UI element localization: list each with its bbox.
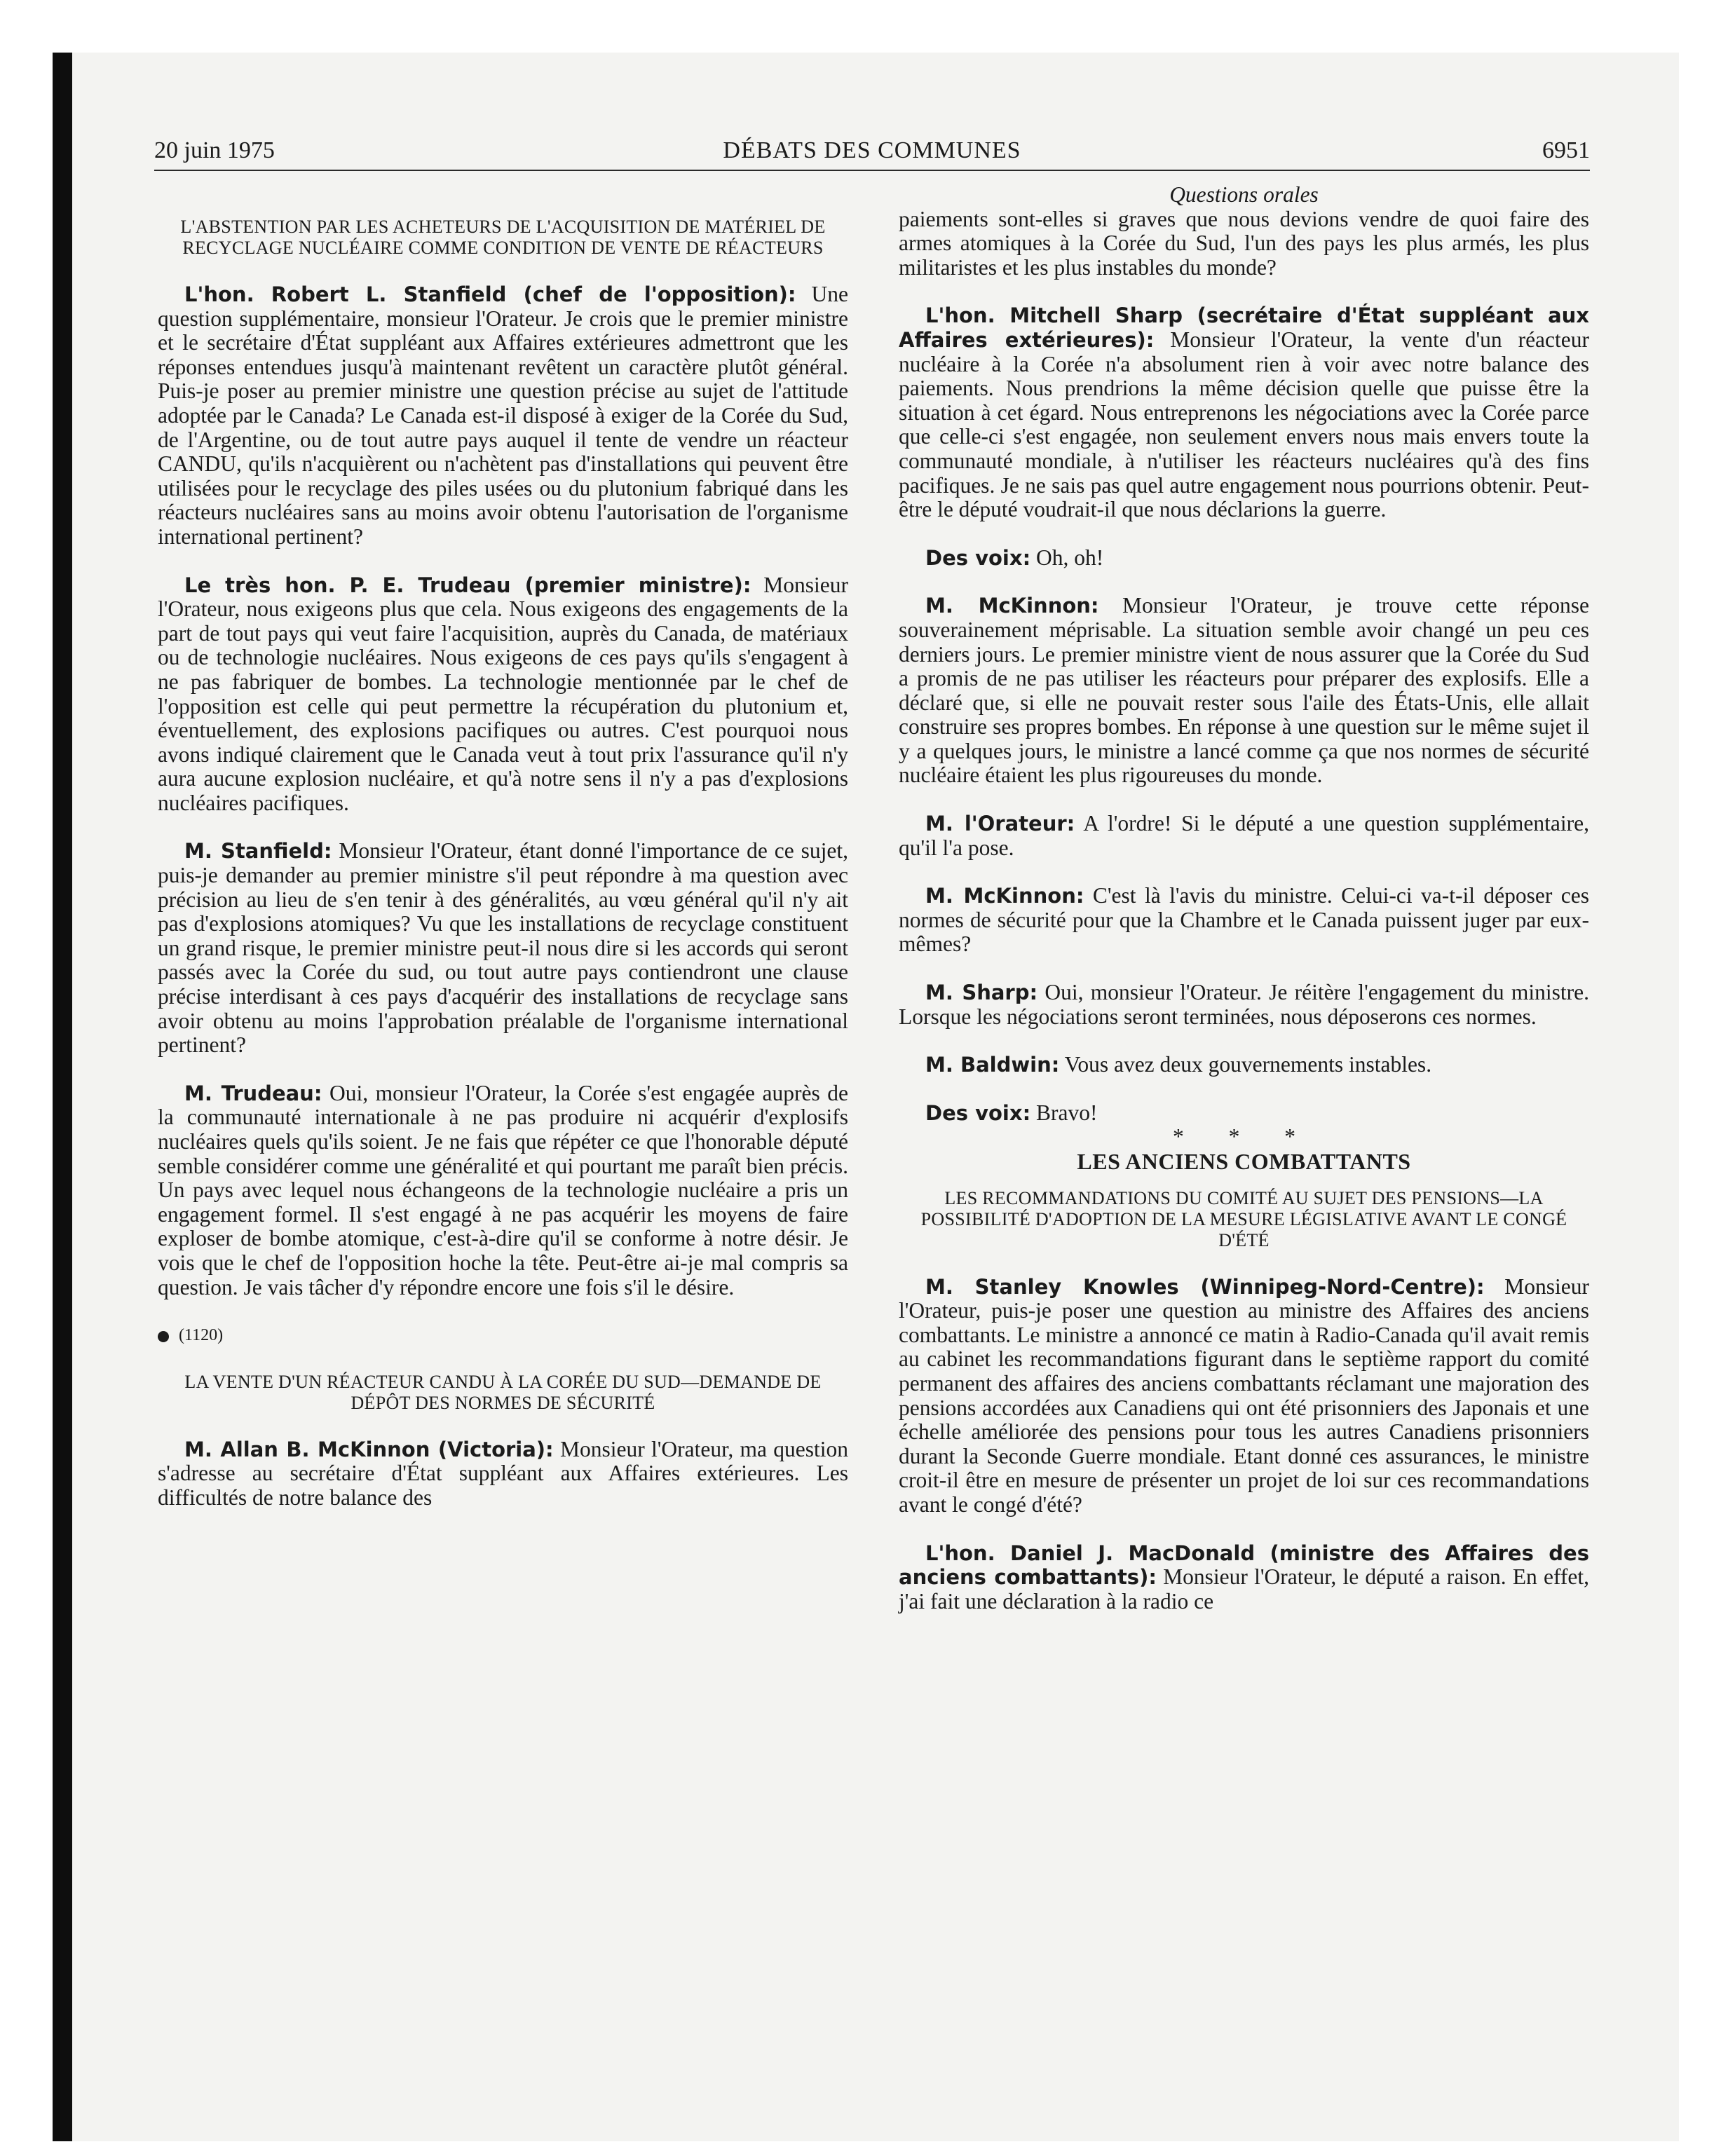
paragraph-text: Monsieur l'Orateur, le député a raison. En effet, j'ai fait une déclaration à la radio ce (899, 1564, 1590, 1613)
paragraph-macdonald (899, 1541, 1589, 1614)
scan-edge (53, 53, 72, 2141)
paragraph-voices-2 (899, 1101, 1589, 1126)
speaker-label: M. Stanley Knowles (Winnipeg-Nord-Centre): (925, 1274, 1485, 1299)
header-title: DÉBATS DES COMMUNES (723, 137, 1021, 163)
paragraph-text: Vous avez deux gouvernements instables. (1064, 1052, 1432, 1077)
section-title-veterans: LES ANCIENS COMBATTANTS (1077, 1149, 1411, 1174)
paragraph-text: Monsieur l'Orateur, je trouve cette réponse souverainement méprisable. La situation semble avoir changé un peu ces derniers jours. Le premier ministre vient de nous assurer que la Corée du Sud a promis de ne pas utiliser les réacteurs pour préparer des explosifs. Elle a déclaré que, si elle ne pouvait rester sous l'aile des États-Unis, elle allait construire ses propres bombes. En réponse à une question sur le même sujet il y a quelques jours, le ministre a lancé comme ça que nos normes de sécurité nucléaire étaient les plus rigoureuses du monde. (899, 593, 1589, 788)
subheading-recycling: L'ABSTENTION PAR LES ACHETEURS DE L'ACQUISITION DE MATÉRIEL DE RECYCLAGE NUCLÉAIRE COMME CONDITION DE VENTE DE RÉACTEURS (180, 217, 826, 258)
paragraph-text: Une question supplémentaire, monsieur l'Orateur. Je crois que le premier ministre et le secrétaire d'État suppléant aux Affaires extérieures admettront que les réponses entendues jusqu'à maintenant revêtent un caractère plutôt général. Puis-je poser au premier ministre une question précise au sujet de l'attitude adoptée par le Canada? Le Canada est-il disposé à exiger de la Corée du Sud, de l'Argentine, ou de tout autre pays auquel il tente de vendre un réacteur CANDU, qu'ils n'acquièrent ou n'achètent pas d'installations qui peuvent être utilisées pour le recyclage des piles usées ou du plutonium fabriqué dans les réacteurs nucléaires sans au moins avoir obtenu l'autorisation de l'organisme international pertinent? (158, 282, 849, 549)
paragraph-stanfield-1 (158, 282, 848, 550)
paragraph-text: A l'ordre! Si le député a une question supplémentaire, qu'il l'a pose. (899, 811, 1589, 860)
right-column (899, 182, 1590, 1613)
speaker-label: L'hon. Daniel J. MacDonald (ministre des Affaires des anciens combattants): (899, 1541, 1589, 1590)
section-separator: * * * (1173, 1124, 1315, 1149)
speaker-label: M. Sharp: (925, 981, 1038, 1005)
paragraph-text: Monsieur l'Orateur, ma question s'adresse au secrétaire d'État suppléant aux Affaires extérieures. Les difficultés de notre balance des (158, 1436, 849, 1510)
speaker-label: Des voix: (925, 1100, 1031, 1125)
speaker-label: M. Trudeau: (184, 1081, 322, 1105)
section-label: Questions orales (1169, 182, 1319, 207)
subheading-candu-korea: LA VENTE D'UN RÉACTEUR CANDU À LA CORÉE DU SUD—DEMANDE DE DÉPÔT DES NORMES DE SÉCURITÉ (184, 1371, 822, 1413)
paragraph-mckinnon-2 (899, 594, 1589, 788)
paragraph-text: C'est là l'avis du ministre. Celui-ci va-t-il déposer ces normes de sécurité pour que la Chambre et le Canada puissent juger par eux-mêmes? (899, 883, 1590, 957)
paragraph-voices-1 (899, 546, 1589, 571)
speaker-label: M. McKinnon: (925, 594, 1099, 618)
page-number: 6951 (1542, 137, 1590, 163)
paragraph-mckinnon-cont: paiements sont-elles si graves que nous devions vendre de quoi faire des armes atomiques à la Corée du Sud, l'un des pays les plus armés, les plus militaristes et les plus instables du monde? (899, 206, 1589, 280)
paragraph-text: Oui, monsieur l'Orateur. Je réitère l'engagement du ministre. Lorsque les négociations seront terminées, nous déposerons ces normes. (899, 980, 1590, 1029)
paragraph-baldwin (899, 1053, 1589, 1077)
speaker-label: M. Stanfield: (184, 839, 332, 864)
speaker-label: L'hon. Mitchell Sharp (secrétaire d'État suppléant aux Affaires extérieures): (899, 303, 1589, 352)
time-marker-text: (1120) (179, 1326, 224, 1345)
paragraph-sharp-2 (899, 981, 1589, 1029)
speaker-label: M. Allan B. McKinnon (Victoria): (184, 1437, 554, 1461)
paragraph-trudeau-1 (158, 573, 848, 816)
paragraph-mckinnon-1 (158, 1438, 848, 1510)
paragraph-sharp-1 (899, 303, 1589, 521)
speaker-label: M. McKinnon: (925, 884, 1084, 908)
paragraph-mckinnon-3 (899, 884, 1589, 957)
subheading-pensions: LES RECOMMANDATIONS DU COMITÉ AU SUJET DES PENSIONS—LA POSSIBILITÉ D'ADOPTION DE LA MESURE LÉGISLATIVE AVANT LE CONGÉ D'ÉTÉ (920, 1187, 1567, 1250)
speaker-label: M. Baldwin: (925, 1053, 1060, 1077)
speaker-label: M. l'Orateur: (925, 812, 1075, 836)
paragraph-text: Oui, monsieur l'Orateur, la Corée s'est engagée auprès de la communauté internationale à ne pas produire ni acquérir d'explosifs nucléaires quels qu'ils soient. Je ne fais que répéter ce que l'honorable député semble considérer comme une généralité et qui pourtant me paraît bien précis. Un pays avec lequel nous échangeons de la technologie nucléaire a pris un engagement formel. Il s'est engagé à ne pas acquérir les moyens de faire exploser de bombe atomique, c'est-à-dire qu'il se conforme à notre désir. Je vois que le chef de l'opposition hoche la tête. Peut-être ai-je mal compris sa question. Je vais tâcher d'y répondre encore une fois s'il le désire. (158, 1080, 848, 1299)
paragraph-text: Monsieur l'Orateur, puis-je poser une question au ministre des Affaires des anciens combattants. Le ministre a annoncé ce matin à Radio-Canada qu'il avait remis au cabinet les recommandations figurant dans le septième rapport du comité permanent des affaires des anciens combattants réclamant une majoration des pensions accordées aux Canadiens qui ont été prisonniers des Japonais et une échelle améliorée des pensions pour tous les autres Canadiens prisonniers durant la Seconde Guerre mondiale. Etant donné ces assurances, le ministre croit-il être en mesure de présenter un projet de loi sur ces recommandations avant le congé d'été? (899, 1274, 1589, 1517)
speaker-label: L'hon. Robert L. Stanfield (chef de l'opposition): (184, 282, 796, 306)
paragraph-text: Monsieur l'Orateur, étant donné l'importance de ce sujet, puis-je demander au premier ministre s'il peut répondre à ma question avec précision au lieu de s'en tenir à des généralités, au vœu général qu'il n'y ait pas d'explosions atomiques? Vu que les installations de recyclage constituent un grand risque, le premier ministre peut-il nous dire si les accords qui seront passés avec la Corée du sud, ou tout autre pays contiendront une clause précise interdisant à ces pays d'acquérir des installations de recyclage sans avoir obtenu au moins l'approbation préalable de l'organisme international pertinent? (158, 838, 848, 1058)
running-header (154, 137, 1590, 171)
paragraph-text: Bravo! (1036, 1100, 1098, 1125)
paragraph-stanfield-2 (158, 839, 848, 1057)
speaker-label: Des voix: (925, 545, 1031, 570)
bullet-icon (158, 1331, 169, 1342)
paragraph-knowles (899, 1275, 1589, 1517)
paragraph-text: Monsieur l'Orateur, nous exigeons plus que cela. Nous exigeons des engagements de la part de tout pays qui veut faire l'acquisition, auprès du Canada, de matériaux ou de technologie nucléaires. Nous exigeons de ces pays qu'ils s'engagent à ne pas fabriquer de bombes. La technologie mentionnée par le chef de l'opposition est celle qui peut permettre la récupération du plutonium et, éventuellement, des explosions pacifiques ou autres. C'est pourquoi nous avons indiqué clairement que le Canada veut à tout prix l'assurance qu'il n'y aura aucune explosion nucléaire, et qu'à notre sens il n'y a pas d'explosions nucléaires pacifiques. (158, 572, 849, 815)
left-column (158, 193, 848, 1510)
paragraph-text: Monsieur l'Orateur, la vente d'un réacteur nucléaire à la Corée n'a absolument rien à voir avec notre balance des paiements. Nous prendrions la même décision quelle que puisse être la situation à cet égard. Nous entreprenons les négociations avec la Corée parce que celle-ci s'est engagée, non seulement envers nous mais envers toute la communauté mondiale, à n'utiliser les réacteurs nucléaires qu'à des fins pacifiques. Je ne sais pas quel autre engagement nous pourrions obtenir. Peut-être le député voudrait-il que nous déclarions la guerre. (899, 327, 1589, 522)
speaker-label: Le très hon. P. E. Trudeau (premier ministre): (184, 573, 751, 597)
paragraph-text: Oh, oh! (1036, 545, 1104, 570)
header-date: 20 juin 1975 (154, 137, 275, 163)
paragraph-speaker-order (899, 812, 1589, 860)
paragraph-trudeau-2 (158, 1082, 848, 1299)
time-marker (158, 1323, 848, 1348)
